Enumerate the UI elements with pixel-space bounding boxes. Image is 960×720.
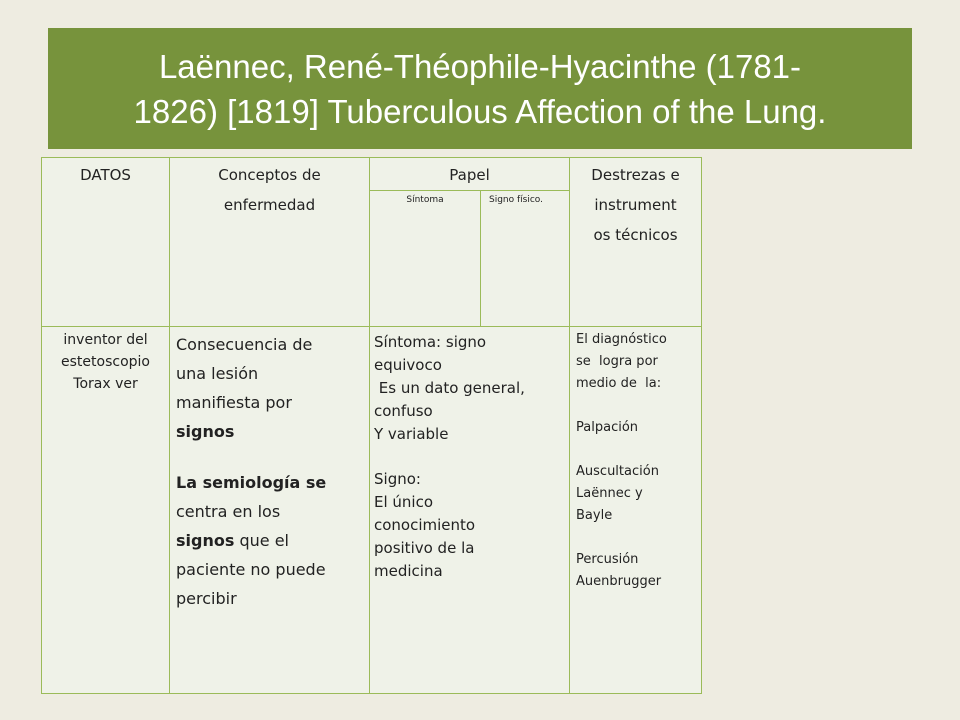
cell-datos: inventor del estetoscopio Torax ver [42,327,170,694]
header-papel: Papel [370,158,570,191]
title-line-1: Laënnec, René-Théophile-Hyacinthe (1781- [158,47,802,85]
slide-title [48,28,912,149]
subheader-sintoma: Síntoma [370,191,481,327]
cell-papel: Síntoma: signo equivoco Es un dato general, confuso Y variable Signo: El único conocimiento positivo de la medicina [370,327,570,694]
title-line-2: 1826) [1819] Tuberculous Affection of the Lung. [133,92,827,130]
cell-destrezas: El diagnóstico se logra por medio de la: Palpación Auscultación Laënnec y Bayle Percusión Auenbrugger [570,327,702,694]
concept-table [41,157,702,694]
cell-conceptos: Consecuencia de una lesión manifiesta por signos La semiología se centra en los signos que el paciente no puede percibir [170,327,370,694]
subheader-signo-fisico: Signo físico. [481,191,570,327]
header-datos: DATOS [42,158,170,327]
header-conceptos: Conceptos de enfermedad [170,158,370,327]
header-destrezas: Destrezas e instrument os técnicos [570,158,702,327]
